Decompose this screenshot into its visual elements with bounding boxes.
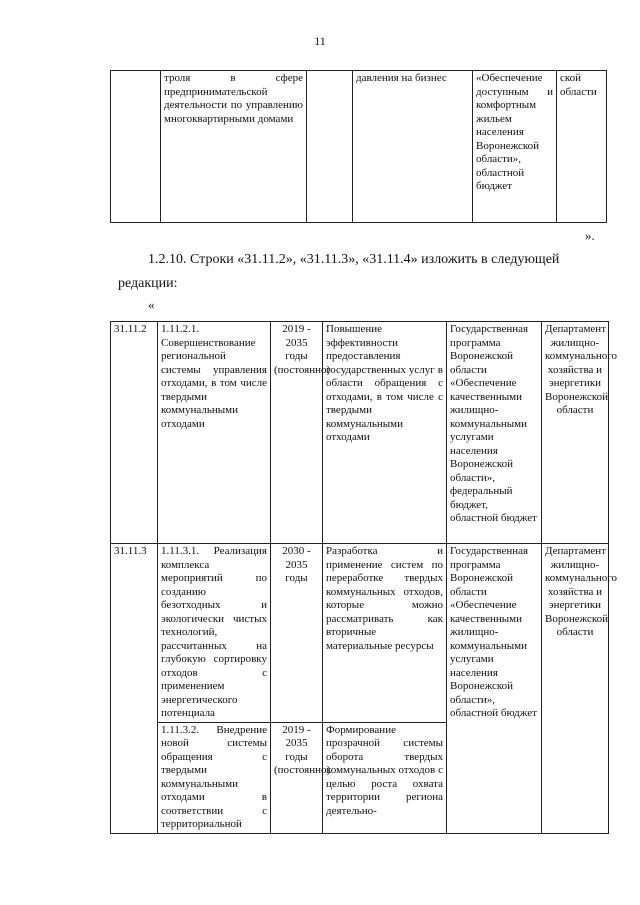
cell-measure: троля в сфере предпринимательской деятельности по управлению многоквартирными домами xyxy=(161,71,307,223)
row-period: 2030 - 2035 годы xyxy=(271,544,323,723)
paragraph-line-1: 1.2.10. Строки «31.11.2», «31.11.3», «31.11.4» изложить в следующей xyxy=(148,252,560,267)
closing-quote: ». xyxy=(585,228,595,243)
table-row xyxy=(111,322,609,544)
page-number: 11 xyxy=(314,34,326,48)
cell-executor: ской области xyxy=(557,71,607,223)
row-executor: Департамент жилищно-коммунального хозяйства и энергетики Воронежской области xyxy=(542,544,609,834)
row-code: 31.11.3 xyxy=(111,544,158,834)
row-measure: 1.11.2.1. Совершенствование региональной системы управления отходами, в том числе твердыми коммунальными отходами xyxy=(158,322,271,544)
row-code: 31.11.2 xyxy=(111,322,158,544)
continued-table xyxy=(110,70,607,223)
cell-program: «Обеспечение доступным и комфортным жильем населения Воронежской области», областной бюджет xyxy=(473,71,557,223)
table-row xyxy=(111,544,609,723)
opening-quote: « xyxy=(148,297,155,312)
amendment-paragraph xyxy=(118,248,606,296)
cell-empty-code xyxy=(111,71,161,223)
cell-result: давления на бизнес xyxy=(353,71,473,223)
row-result: Формирование прозрачной системы оборота твердых коммунальных отходов с целью роста охвата территории региона деятельно- xyxy=(323,722,447,833)
row-period: 2019 - 2035 годы (постоянно) xyxy=(271,722,323,833)
paragraph-line-2: редакции: xyxy=(118,276,178,291)
cell-empty-period xyxy=(307,71,353,223)
row-period: 2019 - 2035 годы (постоянно) xyxy=(271,322,323,544)
amended-rows-table xyxy=(110,321,617,834)
row-program: Государственная программа Воронежской области «Обеспечение качественными жилищно-коммунальными услугами населения Воронежской области», областной бюджет xyxy=(447,544,542,834)
row-program: Государственная программа Воронежской области «Обеспечение качественными жилищно-коммунальными услугами населения Воронежской области», федеральный бюджет, областной бюджет xyxy=(447,322,542,544)
row-measure: 1.11.3.1. Реализация комплекса мероприятий по созданию безотходных и экологически чистых технологий, рассчитанных на глубокую сортировку отходов с применением энергетического потенциала xyxy=(158,544,271,723)
row-result: Разработка и применение систем по переработке твердых коммунальных отходов, которые можно рассматривать как вторичные материальные ресурсы xyxy=(323,544,447,723)
row-executor: Департамент жилищно-коммунального хозяйства и энергетики Воронежской области xyxy=(542,322,609,544)
row-result: Повышение эффективности предоставления государственных услуг в области обращения с отходами, в том числе с твердыми коммунальными отходами xyxy=(323,322,447,544)
row-measure: 1.11.3.2. Внедрение новой системы обращения с твердыми коммунальными отходами в соответствии с территориальной xyxy=(158,722,271,833)
